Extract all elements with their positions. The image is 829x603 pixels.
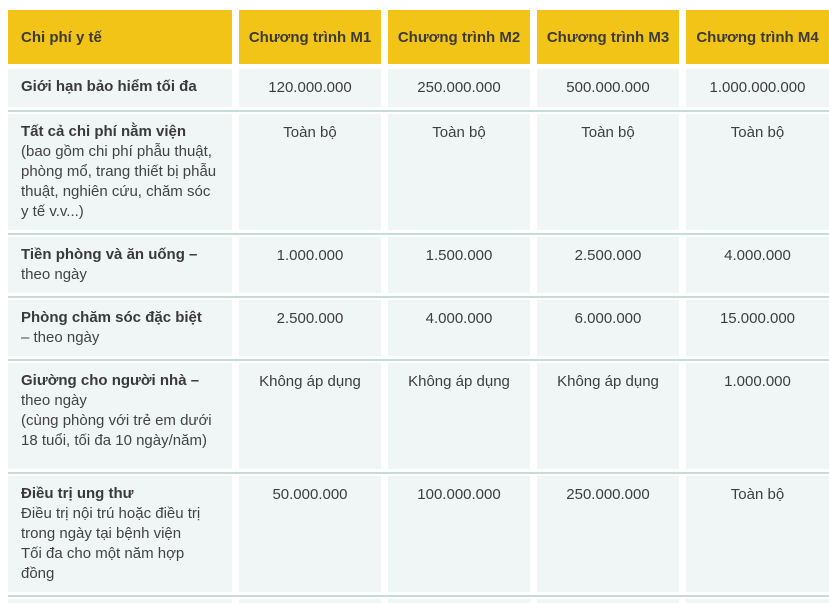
- cell-value-m2: Toàn bộ: [388, 114, 530, 230]
- header-cell-program-m1: Chương trình M1: [239, 10, 381, 64]
- cell-value-m1: 120.000.000: [239, 69, 381, 107]
- table-row-inpatient-costs: [8, 114, 829, 235]
- cell-value-m2: Không áp dụng: [388, 363, 530, 469]
- row-label-sub: Tối đa cho một năm hợp đồng: [21, 545, 185, 582]
- cell-value-m3: Không áp dụng: [537, 363, 679, 469]
- row-label-sub: (bao gồm chi phí phẫu thuật, phòng mổ, trang thiết bị phẫu thuật, nghiên cứu, chăm sóc y tế v.v...): [21, 143, 217, 220]
- row-label-sub: Điều trị nội trú hoặc điều trị trong ngày tại bệnh viện: [21, 505, 201, 542]
- row-label: [8, 476, 232, 592]
- cell-value-m1: 50.000.000: [239, 476, 381, 592]
- cell-value-m3: 250.000.000: [537, 476, 679, 592]
- cell-value-m4: 4.000.000: [686, 237, 829, 293]
- cell-value-m3: 500.000.000: [537, 69, 679, 107]
- cell-value-m1: Không áp dụng: [239, 363, 381, 469]
- table-row-partial-next: [8, 599, 829, 603]
- cell-value-m2: 100.000.000: [388, 476, 530, 592]
- cell-value-m3: 2.500.000: [537, 237, 679, 293]
- table-row-room-board: [8, 237, 829, 298]
- cell-value-m4: 15.000.000: [686, 300, 829, 356]
- table-header-row: [8, 10, 829, 64]
- row-label-sub: (cùng phòng với trẻ em dưới 18 tuổi, tối đa 10 ngày/năm): [21, 412, 212, 449]
- row-label-sub: theo ngày: [21, 266, 87, 283]
- table-row-cancer-treatment: [8, 476, 829, 597]
- row-label-main: Tiền phòng và ăn uống –: [21, 246, 198, 263]
- table-row-family-bed: [8, 363, 829, 474]
- row-label-sub: theo ngày: [21, 392, 87, 409]
- row-label-main: Tất cả chi phí nằm viện: [21, 123, 187, 140]
- cell-value-m1: Toàn bộ: [239, 114, 381, 230]
- header-cell-program-m3: Chương trình M3: [537, 10, 679, 64]
- row-label: [8, 300, 232, 356]
- row-label: [8, 114, 232, 230]
- header-cell-expense: Chi phí y tế: [8, 10, 232, 64]
- table-row-max-coverage: [8, 69, 829, 112]
- cell-value-m3: Toàn bộ: [537, 114, 679, 230]
- row-label-main: Giường cho người nhà –: [21, 372, 200, 389]
- row-label-main: Phòng chăm sóc đặc biệt: [21, 309, 202, 326]
- cell-value-m4: Toàn bộ: [686, 476, 829, 592]
- cell-value-m2: 1.500.000: [388, 237, 530, 293]
- row-label: [8, 363, 232, 469]
- row-label: [8, 237, 232, 293]
- cell-value-m3: 6.000.000: [537, 300, 679, 356]
- table-row-icu: [8, 300, 829, 361]
- row-label-main: Điều trị ung thư: [21, 485, 134, 502]
- header-cell-program-m2: Chương trình M2: [388, 10, 530, 64]
- cell-value-m4: 1.000.000: [686, 363, 829, 469]
- cell-value-m1: 1.000.000: [239, 237, 381, 293]
- row-label: [8, 69, 232, 107]
- header-cell-program-m4: Chương trình M4: [686, 10, 829, 64]
- row-label-main: Giới hạn bảo hiểm tối đa: [21, 78, 197, 95]
- cell-value-m2: 4.000.000: [388, 300, 530, 356]
- cell-value-m4: Toàn bộ: [686, 114, 829, 230]
- cell-value-m2: 250.000.000: [388, 69, 530, 107]
- cell-value-m1: 2.500.000: [239, 300, 381, 356]
- cell-value-m4: 1.000.000.000: [686, 69, 829, 107]
- benefit-table: [8, 10, 829, 603]
- row-label-sub: – theo ngày: [21, 329, 100, 346]
